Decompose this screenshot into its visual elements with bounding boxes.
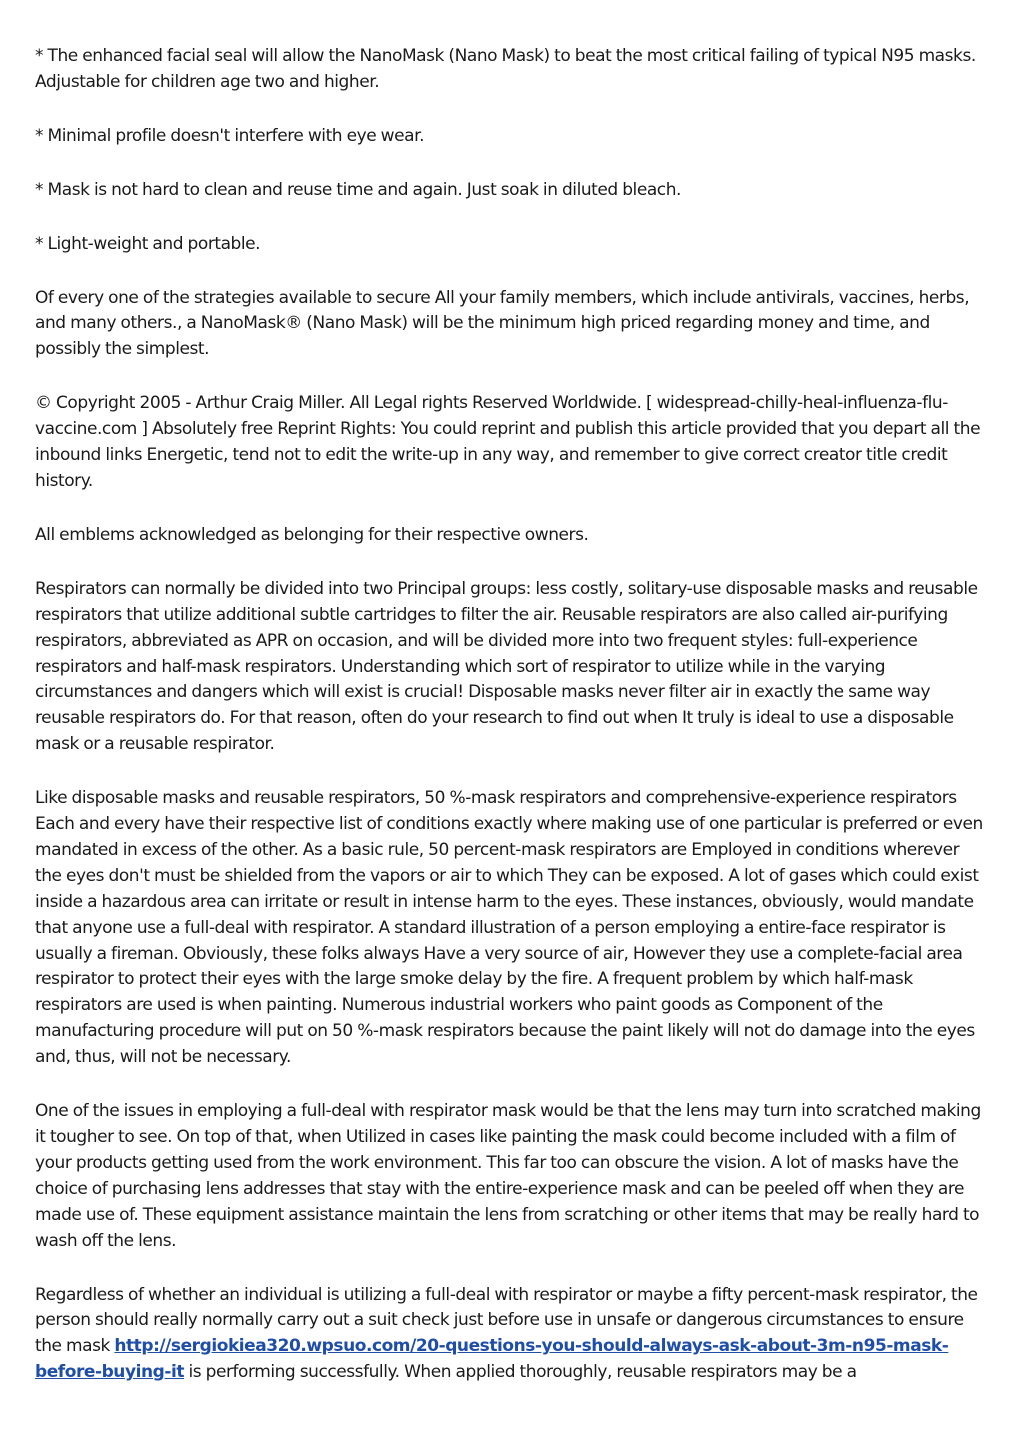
article-link[interactable]: http://sergiokiea320.wpsuo.com/20-questions-you-should-always-ask-about-3m-n95-mask-before-buying-it	[35, 1336, 949, 1383]
bullet-light-weight: * Light-weight and portable.	[35, 233, 261, 254]
paragraph-strategies: Of every one of the strategies available to secure All your family members, which include antivirals, vaccines, herbs, and many others., a NanoMask® (Nano Mask) will be the minimum high priced regarding money and time, and possibly the simplest.	[35, 287, 970, 360]
paragraph-copyright: © Copyright 2005 - Arthur Craig Miller. All Legal rights Reserved Worldwide. [ widespread-chilly-heal-influenza-flu-vaccine.com ] Absolutely free Reprint Rights: You could reprint and publish this article provided that you depart all the inbound links Energetic, tend not to edit the write-up in any way, and remember to give correct creator title credit history.	[35, 393, 981, 491]
bullet-enhanced-facial-seal: * The enhanced facial seal will allow the NanoMask (Nano Mask) to beat the most critical failing of typical N95 masks. Adjustable for children age two and higher.	[35, 46, 976, 92]
bullet-minimal-profile: * Minimal profile doesn't interfere with eye wear.	[35, 125, 425, 146]
paragraph-fit-check	[35, 1283, 990, 1387]
paragraph-emblems: All emblems acknowledged as belonging for their respective owners.	[35, 524, 589, 545]
bullet-easy-clean: * Mask is not hard to clean and reuse time and again. Just soak in diluted bleach.	[35, 179, 681, 200]
fit-check-text-after-link: is performing successfully. When applied thoroughly, reusable respirators may be a	[184, 1362, 857, 1383]
paragraph-lens-issues: One of the issues in employing a full-deal with respirator mask would be that the lens may turn into scratched making it tougher to see. On top of that, when Utilized in cases like painting the mask could become included with a film of your products getting used from the work environment. This far too can obscure the vision. A lot of masks have the choice of purchasing lens addresses that stay with the entire-experience mask and can be peeled off when they are made use of. These equipment assistance maintain the lens from scratching or other items that may be really hard to wash off the lens.	[35, 1101, 981, 1251]
paragraph-half-mask-vs-full-face: Like disposable masks and reusable respirators, 50 %-mask respirators and comprehensive-experience respirators Each and every have their respective list of conditions exactly where making use of one particular is preferred or even mandated in excess of the other. As a basic rule, 50 percent-mask respirators are Employed in conditions wherever the eyes don't must be shielded from the vapors or air to which They can be exposed. A lot of gases which could exist inside a hazardous area can irritate or result in intense harm to the eyes. These instances, obviously, would mandate that anyone use a full-deal with respirator. A standard illustration of a person employing a entire-face respirator is usually a fireman. Obviously, these folks always Have a very source of air, However they use a complete-facial area respirator to protect their eyes with the large smoke delay by the fire. A frequent problem by which half-mask respirators are used is when painting. Numerous industrial workers who paint goods as Component of the manufacturing procedure will put on 50 %-mask respirators because the paint likely will not do damage into the eyes and, thus, will not be necessary.	[35, 788, 983, 1068]
fit-check-text-before-link: Regardless of whether an individual is utilizing a full-deal with respirator or maybe a fifty percent-mask respirator, the person should really normally carry out a suit check just before use in unsafe or dangerous circumstances to ensure the mask	[35, 1284, 978, 1357]
paragraph-respirator-groups: Respirators can normally be divided into two Principal groups: less costly, solitary-use disposable masks and reusable respirators that utilize additional subtle cartridges to filter the air. Reusable respirators are also called air-purifying respirators, abbreviated as APR on occasion, and will be divided more into two frequent styles: full-experience respirators and half-mask respirators. Understanding which sort of respirator to utilize while in the varying circumstances and dangers which will exist is crucial! Disposable masks never filter air in exactly the same way reusable respirators do. For that reason, often do your research to find out when It truly is ideal to use a disposable mask or a reusable respirator.	[35, 578, 978, 755]
